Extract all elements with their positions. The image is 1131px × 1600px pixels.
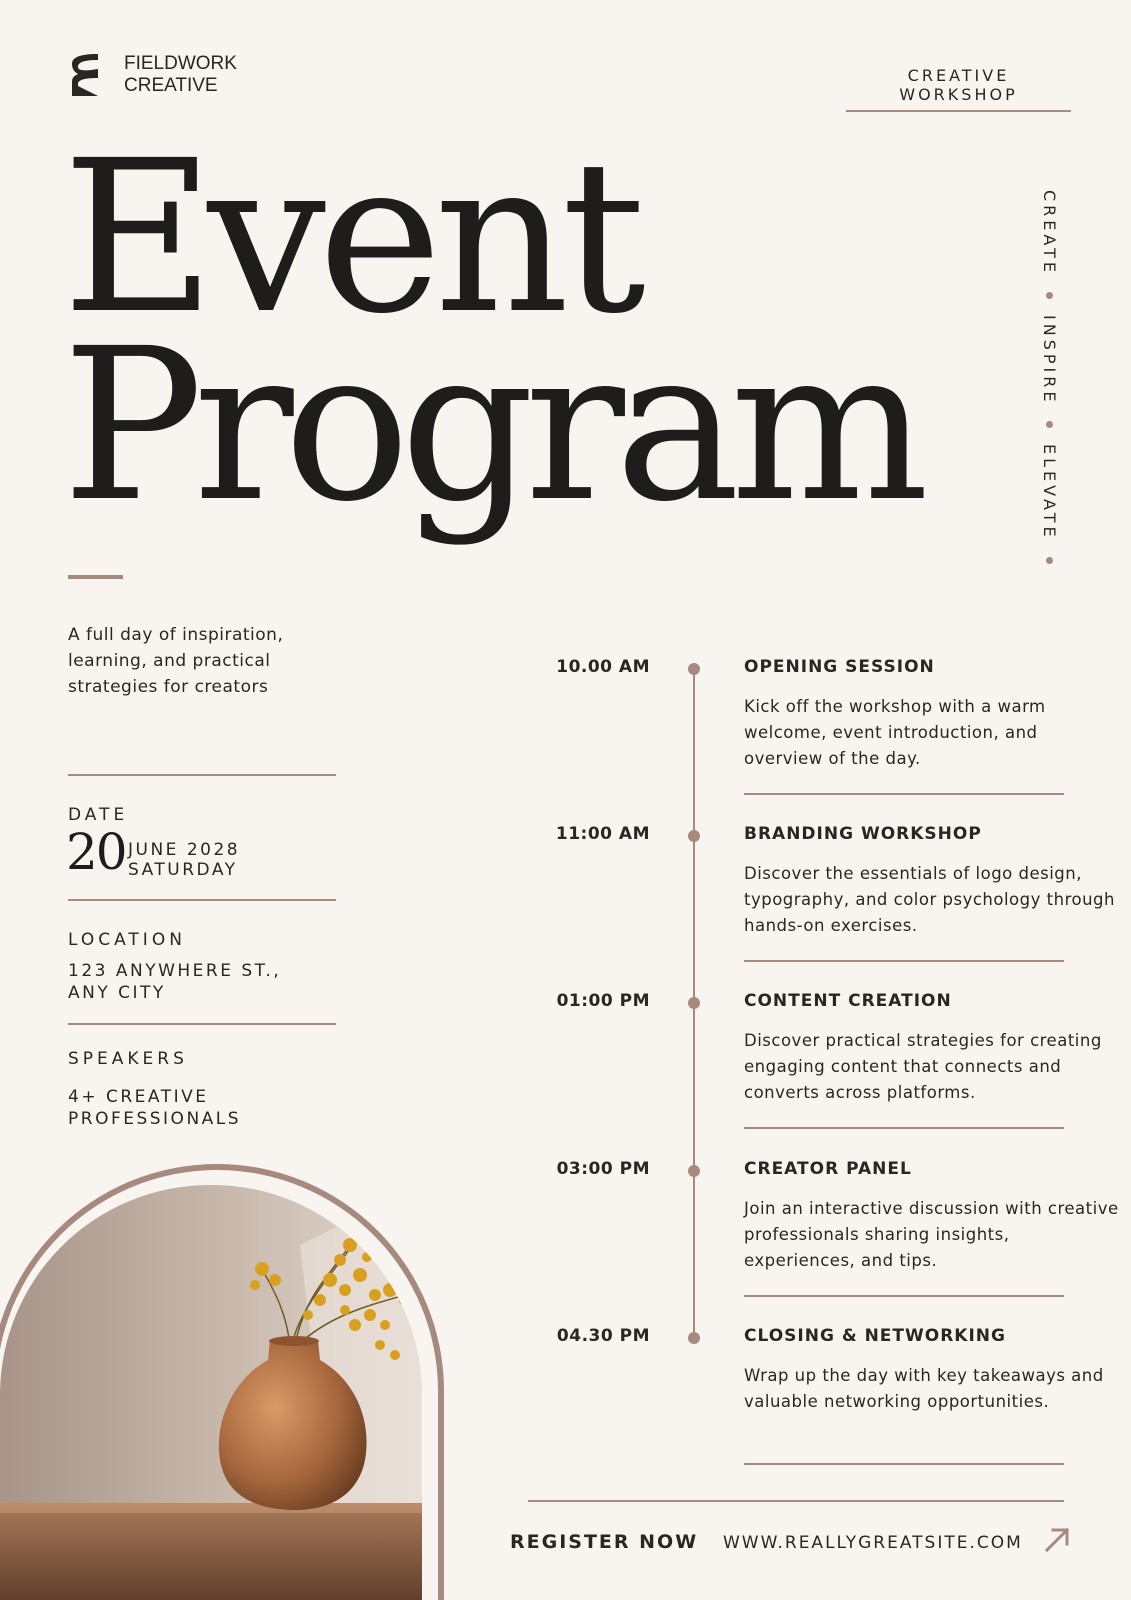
- schedule-divider: [744, 1295, 1064, 1297]
- page-title-line1: Event: [62, 115, 638, 360]
- location-value: [68, 960, 281, 1004]
- event-type-badge: CREATIVE WORKSHOP: [899, 66, 1018, 104]
- date-label: DATE: [68, 805, 129, 825]
- title-accent-bar: [68, 575, 123, 579]
- speakers-label: SPEAKERS: [68, 1049, 188, 1069]
- speakers-line1: 4+ CREATIVE: [68, 1087, 209, 1107]
- arrow-up-right-icon[interactable]: [1043, 1526, 1071, 1554]
- motto-word-create: CREATE: [1040, 190, 1059, 276]
- schedule-time-1: 10.00 AM: [556, 657, 650, 677]
- register-now-button[interactable]: REGISTER NOW: [510, 1531, 699, 1553]
- timeline-dot: [688, 1165, 700, 1177]
- brand-name: [124, 53, 237, 97]
- schedule-divider: [744, 1127, 1064, 1129]
- schedule-divider: [744, 793, 1064, 795]
- speakers-value: [68, 1086, 241, 1130]
- date-text: [128, 840, 240, 880]
- schedule-title-1: OPENING SESSION: [744, 657, 935, 677]
- schedule-divider: [744, 960, 1064, 962]
- schedule-desc-3: Discover practical strategies for creating engaging content that connects and converts across platforms.: [744, 1031, 1102, 1102]
- schedule-time-2: 11:00 AM: [555, 824, 650, 844]
- location-line1: 123 ANYWHERE ST.,: [68, 961, 282, 981]
- schedule-title-5: CLOSING & NETWORKING: [744, 1326, 1006, 1346]
- details-divider: [68, 774, 336, 776]
- page-title-line2: Program: [62, 303, 920, 548]
- speakers-line2: PROFESSIONALS: [68, 1109, 242, 1129]
- date-weekday: SATURDAY: [128, 860, 238, 880]
- schedule-time-4: 03:00 PM: [556, 1159, 650, 1179]
- timeline-dot: [688, 1332, 700, 1344]
- brand: [68, 52, 237, 98]
- footer-divider: [528, 1500, 1064, 1502]
- timeline-dot: [688, 997, 700, 1009]
- details-divider: [68, 1023, 336, 1025]
- website-link[interactable]: WWW.REALLYGREATSITE.COM: [723, 1533, 1023, 1553]
- schedule-desc-2: Discover the essentials of logo design, typography, and color psychology through hands-on exercises.: [744, 864, 1115, 935]
- schedule-divider: [744, 1463, 1064, 1465]
- timeline-dot: [688, 830, 700, 842]
- motto-dot: [1046, 421, 1053, 428]
- schedule-desc-4: Join an interactive discussion with creative professionals sharing insights, experiences, and tips.: [744, 1199, 1119, 1270]
- motto-word-elevate: ELEVATE: [1040, 444, 1059, 542]
- schedule-title-4: CREATOR PANEL: [744, 1159, 912, 1179]
- date-month-year: JUNE 2028: [128, 840, 241, 860]
- timeline-dot: [688, 663, 700, 675]
- schedule-time-5: 04.30 PM: [556, 1326, 650, 1346]
- schedule-time-3: 01:00 PM: [556, 991, 650, 1011]
- tagline: A full day of inspiration, learning, and practical strategies for creators: [68, 625, 284, 697]
- motto-dot: [1046, 292, 1053, 299]
- fieldwork-logo-icon: [68, 52, 102, 98]
- motto-word-inspire: INSPIRE: [1040, 314, 1059, 406]
- vertical-motto: [1040, 190, 1059, 580]
- motto-dot: [1046, 557, 1053, 564]
- schedule-title-3: CONTENT CREATION: [744, 991, 952, 1011]
- schedule-desc-5: Wrap up the day with key takeaways and valuable networking opportunities.: [744, 1366, 1104, 1411]
- brand-name-line2: CREATIVE: [124, 75, 218, 96]
- date-day: 20: [66, 823, 126, 881]
- schedule-title-2: BRANDING WORKSHOP: [744, 824, 982, 844]
- details-divider: [68, 899, 336, 901]
- schedule-desc-1: Kick off the workshop with a warm welcome, event introduction, and overview of the day.: [744, 697, 1046, 768]
- vase-photo: [0, 1185, 422, 1600]
- brand-name-line1: FIELDWORK: [124, 53, 237, 74]
- location-line2: ANY CITY: [68, 983, 166, 1003]
- badge-underline: [846, 110, 1071, 112]
- location-label: LOCATION: [68, 930, 186, 950]
